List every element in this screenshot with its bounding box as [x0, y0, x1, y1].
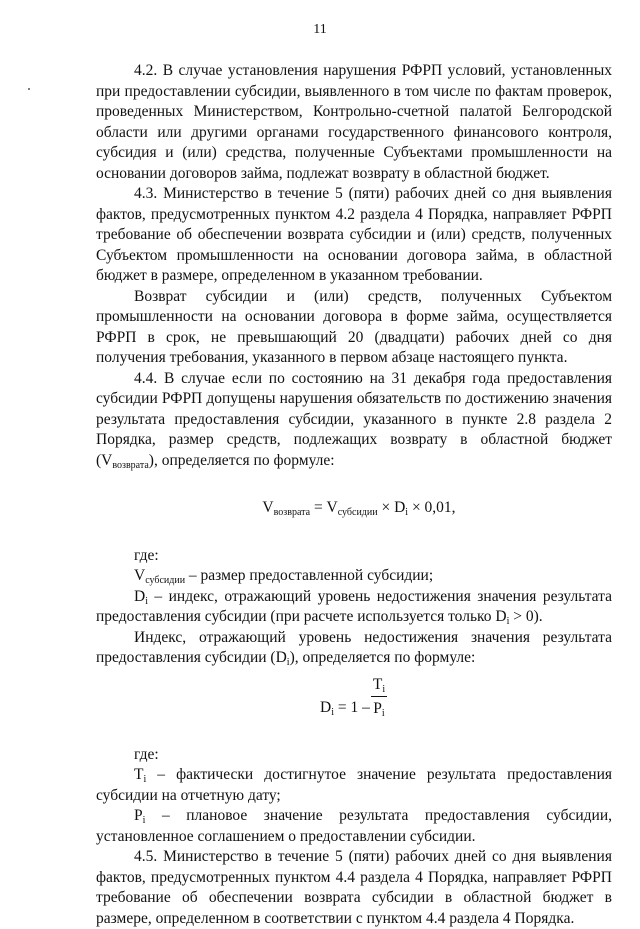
formula-index-fraction [371, 675, 387, 720]
definition-p-planned: $P_i$ – плановое значение результата предоставления субсидии, установленное соглашением о предоставлении субсидии. [96, 807, 612, 845]
formula-index-left: $D_i = 1$ – [320, 698, 370, 718]
paragraph-4-3: 4.3. Министерство в течение 5 (пяти) рабочих дней со дня выявления фактов, предусмотренных пунктом 4.2 раздела 4 Порядка, направляет РФРП требование об обеспечении возврата субсидии и (или) средств, полученных Субъектом промышленности на основании договора займа, в областной бюджет в размере, определенном в указанном требовании. [96, 185, 612, 284]
paragraph-4-4: 4.4. В случае если по состоянию на 31 декабря года предоставления субсидии РФРП допущены нарушения обязательств по достижению значения результата предоставления субсидии, указанного в пункте 2.8 раздела 2 Порядка, размер средств, подлежащих возврату в областной бюджет $(V_{возврата})$, определяется по формуле: [96, 369, 612, 471]
fraction-bar [371, 696, 387, 697]
where-label-2: где: [134, 745, 159, 763]
fraction-denominator: $P_i$ [373, 699, 385, 719]
fraction-numerator: $T_i$ [372, 675, 386, 695]
paragraph-index: Индекс, отражающий уровень недостижения значения результата предоставления субсидии $(D_i)$, определяется по формуле: [96, 628, 612, 668]
definition-t-actual: $T_i$ – фактически достигнутое значение результата предоставления субсидии на отчетную дату; [96, 766, 612, 804]
paragraph-4-5: 4.5. Министерство в течение 5 (пяти) рабочих дней со дня выявления фактов, предусмотренных пунктом 4.4 раздела 4 Порядка, направляет РФРП требование об обеспечении возврата субсидии в областной бюджет в размере, определенном в соответствии с пунктом 4.4 раздела 4 Порядка. [96, 848, 612, 927]
definition-d-index: $D_i$ – индекс, отражающий уровень недостижения значения результата предоставления субсидии (при расчете используется только $D_i > 0$). [96, 587, 612, 627]
document-body [96, 61, 612, 929]
page-number: 11 [313, 22, 327, 37]
paragraph-4-2: 4.2. В случае установления нарушения РФРП условий, установленных при предоставлении субсидии, выявленного в том числе по фактам проверок, проведенных Министерством, Контрольно-счетной палатой Белгородской области или другими органами государственного финансового контроля, субсидия и (или) средства, полученные Субъектами промышленности на основании договоров займа, подлежат возврату в областной бюджет. [96, 62, 612, 182]
formula-index [96, 675, 612, 741]
where-label-1: где: [134, 546, 159, 564]
definition-v-subsidy: $V_{субсидии}$ – размер предоставленной субсидии; [134, 567, 434, 586]
scan-speck [28, 88, 30, 90]
formula-return-amount: $V_{возврата} = V_{субсидии} \times D_i \times 0,01$, [262, 499, 456, 518]
paragraph-4-3-return: Возврат субсидии и (или) средств, полученных Субъектом промышленности на основании договора в форме займа, осуществляется РФРП в срок, не превышающий 20 (двадцати) рабочих дней со дня получения требования, указанного в первом абзаце настоящего пункта. [96, 287, 612, 366]
